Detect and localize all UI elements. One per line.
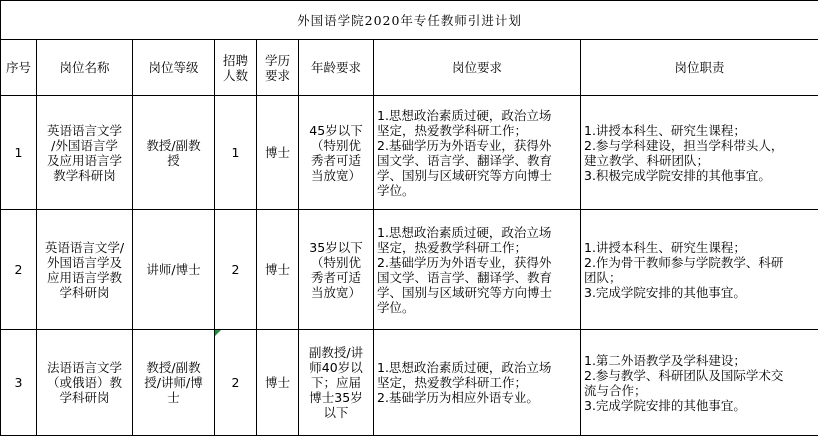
cell-text-line: 学、国别与区域研究等方向博士: [377, 284, 553, 300]
cell-duties: [581, 330, 818, 436]
cell-requirements: [374, 210, 581, 330]
cell-seq: 1: [1, 96, 37, 210]
cell-text-line: 2.基础学历为相应外语专业。: [377, 390, 539, 405]
table-row: [1, 210, 818, 330]
cell-age: [299, 96, 374, 210]
cell-text-line: 秀者可适: [310, 269, 361, 285]
cell-text-line: 学科研岗: [59, 284, 110, 300]
cell-text-line: 45岁以下: [309, 122, 363, 138]
cell-text-line: 坚定，热爱教学科研工作；: [377, 122, 528, 138]
header-seq: 序号: [1, 40, 37, 96]
cell-text-line: （特别优: [310, 137, 361, 153]
cell-text-line: 以下: [323, 405, 349, 420]
header-education: [257, 40, 299, 96]
cell-text-line: 3.完成学院安排的其他事宜。: [584, 397, 746, 413]
cell-duties: [581, 96, 818, 210]
cell-text-line: 授/讲师/博: [144, 375, 203, 390]
cell-level: [133, 210, 215, 330]
cell-age: [299, 330, 374, 436]
cell-text-line: （或俄语）教: [46, 375, 122, 390]
header-row: [1, 40, 818, 96]
table-row: [1, 96, 818, 210]
cell-text-line: 应用语言学教: [46, 269, 122, 285]
cell-education: 博士: [257, 210, 299, 330]
cell-text-line: 法语语言文学: [46, 360, 122, 375]
cell-text-line: 1.讲授本科生、研究生课程；: [584, 239, 746, 255]
cell-text-line: 2.基础学历为外语专业，获得外: [377, 254, 552, 270]
cell-text-line: 建立教学、科研团队；: [584, 152, 710, 168]
header-duties: 岗位职责: [581, 40, 818, 96]
cell-text-line: 英语语言文学: [46, 122, 122, 138]
header-edu-line1: 学历: [264, 52, 290, 68]
cell-name: [37, 96, 133, 210]
cell-duties: [581, 210, 818, 330]
cell-text-line: 1.思想政治素质过硬，政治立场: [377, 224, 552, 240]
cell-text-line: 1.思想政治素质过硬，政治立场: [377, 107, 552, 123]
cell-text-line: 学、国别与区域研究等方向博士: [377, 167, 553, 183]
cell-text-line: 3.完成学院安排的其他事宜。: [584, 284, 746, 300]
table-row: [1, 330, 818, 436]
cell-education: 博士: [257, 96, 299, 210]
cell-name: [37, 330, 133, 436]
cell-text-line: 英语语言文学/: [44, 239, 125, 255]
cell-age: [299, 210, 374, 330]
cell-text-line: 讲师/博士: [146, 262, 201, 277]
header-count: [215, 40, 257, 96]
cell-text-line: 学科研岗: [59, 390, 110, 405]
cell-text-line: /外国语言学: [51, 137, 118, 153]
cell-level: [133, 330, 215, 436]
cell-text-line: 学位。: [377, 299, 415, 315]
cell-text-line: 博士35岁: [309, 390, 363, 405]
cell-text-line: 授: [167, 152, 180, 168]
cell-text-line: 坚定，热爱教学科研工作；: [377, 375, 528, 390]
cell-text-line: 副教授/讲: [308, 345, 364, 360]
cell-text-line: 外国语言学及: [46, 254, 122, 270]
cell-text-line: 当放宽）: [310, 284, 361, 300]
cell-requirements: [374, 96, 581, 210]
cell-count: 2: [215, 210, 257, 330]
header-count-line1: 招聘: [222, 52, 248, 68]
cell-text-line: 2.参与教学、科研团队及国际学术交: [584, 367, 784, 383]
cell-text-line: 35岁以下: [309, 239, 363, 255]
cell-text-line: 秀者可适: [310, 152, 361, 168]
cell-text-line: 团队；: [584, 269, 622, 285]
cell-text-line: 1.思想政治素质过硬，政治立场: [377, 360, 552, 375]
header-edu-line2: 要求: [264, 67, 290, 83]
page-title: 外国语学院2020年专任教师引进计划: [1, 1, 818, 40]
cell-text-line: 国文学、语言学、翻译学、教育: [377, 269, 553, 285]
header-name: 岗位名称: [37, 40, 133, 96]
cell-text-line: 教授/副教: [146, 360, 201, 375]
cell-text-line: 师40岁以: [309, 360, 363, 375]
cell-level: [133, 96, 215, 210]
cell-text-line: 1.讲授本科生、研究生课程；: [584, 122, 746, 138]
cell-text-line: 2.基础学历为外语专业，获得外: [377, 137, 552, 153]
cell-seq: 3: [1, 330, 37, 436]
cell-text-line: 士: [167, 390, 180, 405]
cell-text-line: 及应用语言学: [46, 152, 122, 168]
cell-requirements: [374, 330, 581, 436]
cell-text-line: 教授/副教: [146, 137, 201, 153]
header-level: 岗位等级: [133, 40, 215, 96]
title-row: [1, 1, 818, 40]
cell-text-line: 1.第二外语教学及学科建设；: [584, 352, 746, 368]
header-requirements: 岗位要求: [374, 40, 581, 96]
cell-text-line: 流与合作；: [584, 382, 647, 398]
cell-text-line: 当放宽）: [310, 167, 361, 183]
cell-text-line: 国文学、语言学、翻译学、教育: [377, 152, 553, 168]
cell-text-line: 2.参与学科建设，担当学科带头人，: [584, 137, 784, 153]
header-age: 年龄要求: [299, 40, 374, 96]
cell-text-line: 3.积极完成学院安排的其他事宜。: [584, 167, 771, 183]
cell-text-line: 教学科研岗: [53, 167, 116, 183]
cell-text-line: 2.作为骨干教师参与学院教学、科研: [584, 254, 784, 270]
cell-text-line: 下；应届: [310, 375, 361, 390]
cell-seq: 2: [1, 210, 37, 330]
cell-count: 1: [215, 96, 257, 210]
header-count-line2: 人数: [222, 67, 248, 83]
cell-name: [37, 210, 133, 330]
cell-text-line: （特别优: [310, 254, 361, 270]
cell-text-line: 学位。: [377, 182, 415, 198]
cell-count: 2: [215, 330, 257, 436]
cell-text-line: 坚定，热爱教学科研工作；: [377, 239, 528, 255]
cell-education: 博士: [257, 330, 299, 436]
